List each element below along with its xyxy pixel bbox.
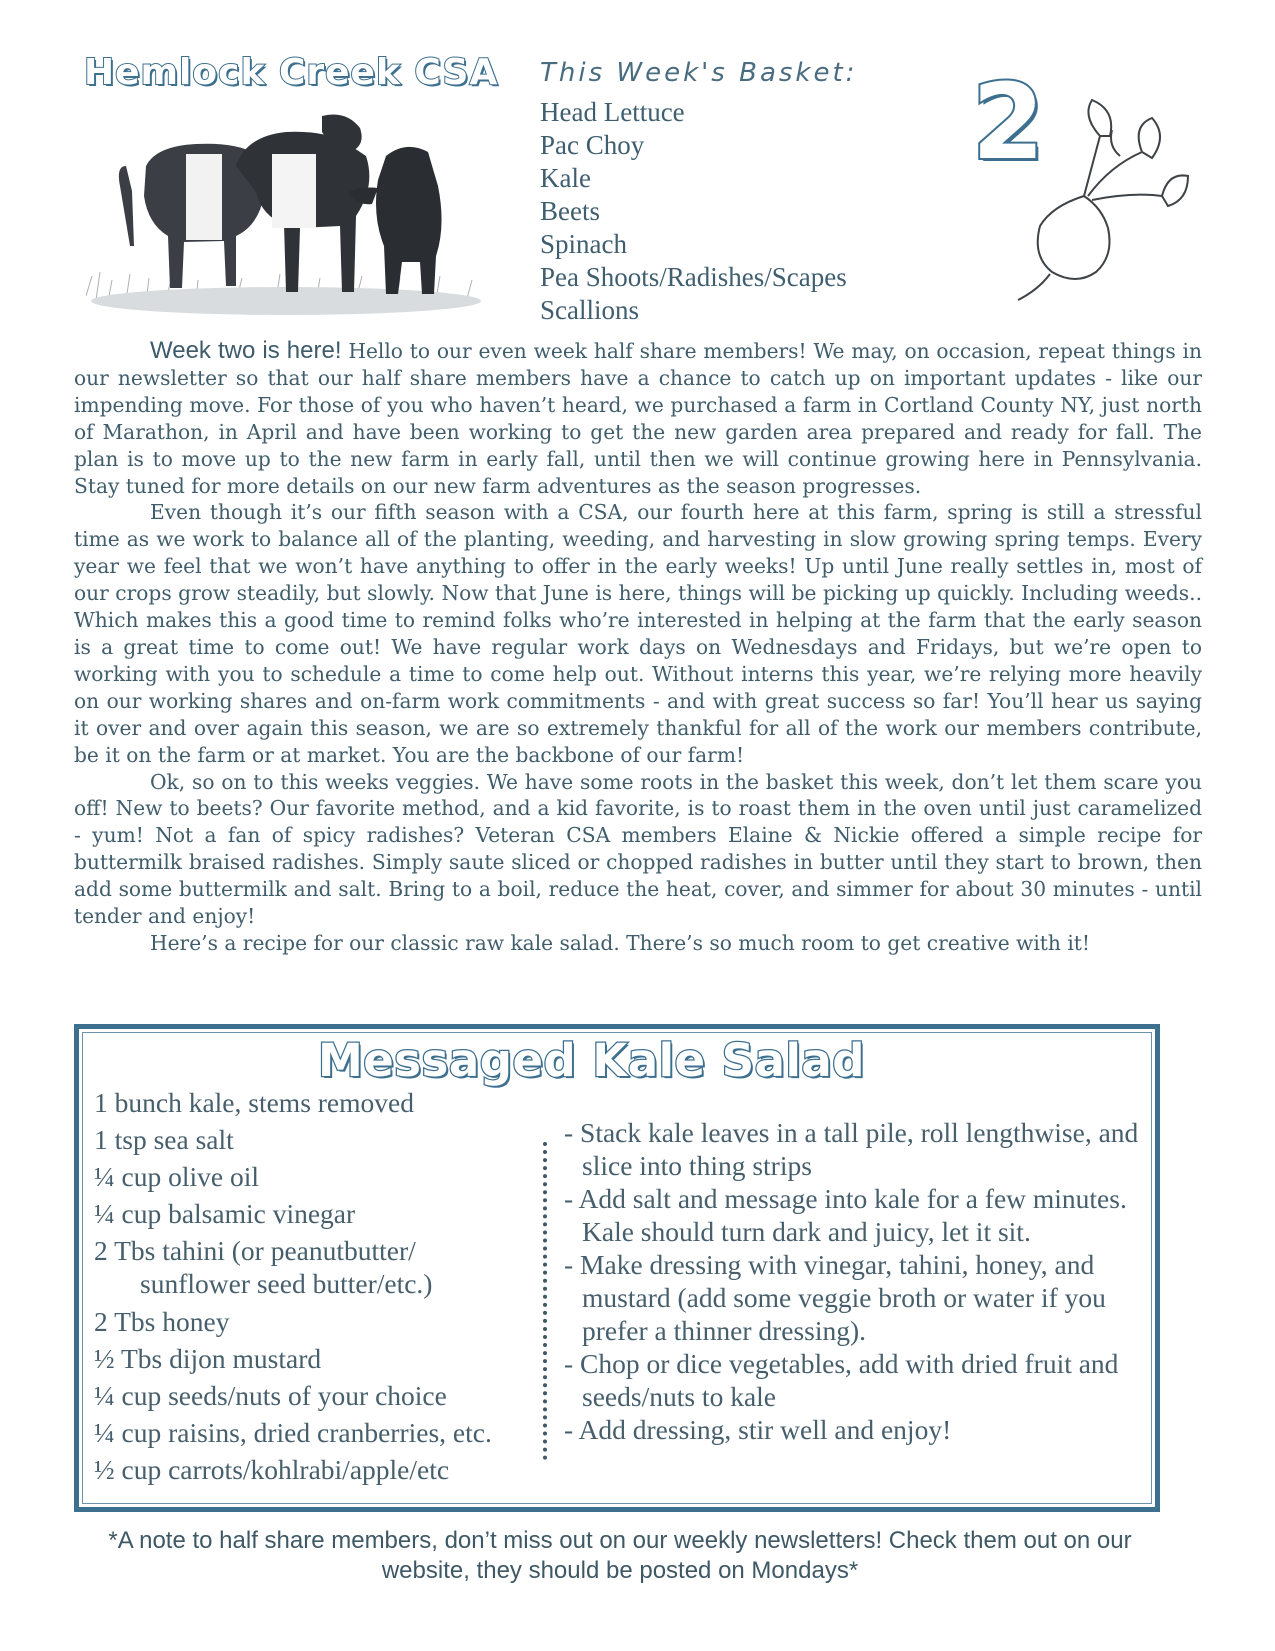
cows-illustration xyxy=(86,96,486,320)
basket-item: Kale xyxy=(540,163,591,193)
step-item: - Add dressing, stir well and enjoy! xyxy=(564,1413,1160,1446)
basket-item: Scallions xyxy=(540,295,639,325)
step-list xyxy=(564,1116,1160,1446)
ingredient-item: ½ cup carrots/kohlrabi/apple/etc xyxy=(94,1454,450,1485)
ingredient-item: ¼ cup balsamic vinegar xyxy=(94,1198,356,1229)
ingredient-item: 2 Tbs honey xyxy=(94,1306,230,1337)
basket-title: This Week's Basket: xyxy=(540,58,858,88)
ingredient-item: 2 Tbs tahini (or peanutbutter/ xyxy=(94,1235,416,1266)
brand-title: Hemlock Creek CSA xyxy=(84,52,499,93)
article-paragraph xyxy=(74,338,1202,499)
newsletter-body xyxy=(74,338,1202,957)
step-item: - Chop or dice vegetables, add with dried fruit and seeds/nuts to kale xyxy=(564,1347,1160,1413)
ingredient-item: ½ Tbs dijon mustard xyxy=(94,1343,322,1374)
basket-item: Pea Shoots/Radishes/Scapes xyxy=(540,262,847,292)
article-paragraph: Even though it’s our fifth season with a CSA, our fourth here at this farm, spring is still a stressful time as we work to balance all of the planting, weeding, and harvesting in slow growing spring temps. Every year we feel that we won’t have anything to offer in the early weeks! Up until June really settles in, most of our crops grow steadily, but slowly. Now that June is here, things will be picking up quickly. Including weeds.. Which makes this a good time to remind folks who’re interested in helping at the farm that the early season is a great time to come out! We have regular work days on Wednesdays and Fridays, but we’re open to working with you to schedule a time to come help out. Without interns this year, we’re relying more heavily on our working shares and on-farm work commitments - and with great success so far! You’ll hear us saying it over and over again this season, we are so extremely thankful for all of the work our members contribute, be it on the farm or at market. You are the backbone of our farm! xyxy=(74,500,1202,767)
footer-note: *A note to half share members, don’t miss out on our weekly newsletters! Check them out on our website, they should be posted on Mondays* xyxy=(108,1527,1132,1584)
beet-illustration xyxy=(992,96,1192,306)
ingredient-item: 1 tsp sea salt xyxy=(94,1124,234,1155)
article-paragraph: Here’s a recipe for our classic raw kale salad. There’s so much room to get creative with it! xyxy=(150,930,1091,955)
basket-list xyxy=(540,96,847,327)
step-item: - Add salt and message into kale for a few minutes. Kale should turn dark and juicy, let it sit. xyxy=(564,1182,1160,1248)
ingredient-item: ¼ cup seeds/nuts of your choice xyxy=(94,1380,447,1411)
ingredient-item: ¼ cup raisins, dried cranberries, etc. xyxy=(94,1417,492,1448)
article-lead: Week two is here! xyxy=(150,337,342,364)
ingredient-item: sunflower seed butter/etc.) xyxy=(140,1268,433,1299)
step-item: - Make dressing with vinegar, tahini, honey, and mustard (add some veggie broth or water if you prefer a thinner dressing). xyxy=(564,1248,1160,1347)
article-text: Hello to our even week half share members! We may, on occasion, repeat things in our newsletter so that our half share members have a chance to catch up on important updates - like our impending move. For those of you who haven’t heard, we purchased a farm in Cortland County NY, just north of Marathon, in April and have been working to get the new garden area prepared and ready for fall. The plan is to move up to the new farm in early fall, until then we will continue growing here in Pennsylvania. Stay tuned for more details on our new farm adventures as the season progresses. xyxy=(74,339,1202,498)
basket-item: Pac Choy xyxy=(540,130,645,160)
dotted-divider xyxy=(543,1142,547,1460)
ingredient-item: 1 bunch kale, stems removed xyxy=(94,1087,414,1118)
basket-item: Beets xyxy=(540,196,600,226)
recipe-title: Messaged Kale Salad xyxy=(318,1034,865,1087)
week-number: 2 xyxy=(972,61,1045,183)
ingredient-item: ¼ cup olive oil xyxy=(94,1161,259,1192)
basket-item: Spinach xyxy=(540,229,627,259)
basket-item: Head Lettuce xyxy=(540,97,685,127)
article-paragraph: Ok, so on to this weeks veggies. We have some roots in the basket this week, don’t let them scare you off! New to beets? Our favorite method, and a kid favorite, is to roast them in the oven until just caramelized - yum! Not a fan of spicy radishes? Veteran CSA members Elaine & Nickie offered a simple recipe for buttermilk braised radishes. Simply saute sliced or chopped radishes in butter until they start to brown, then add some buttermilk and salt. Bring to a boil, reduce the heat, cover, and simmer for about 30 minutes - until tender and enjoy! xyxy=(74,769,1202,929)
ingredient-list xyxy=(94,1084,492,1488)
step-item: - Stack kale leaves in a tall pile, roll lengthwise, and slice into thing strips xyxy=(564,1116,1160,1182)
